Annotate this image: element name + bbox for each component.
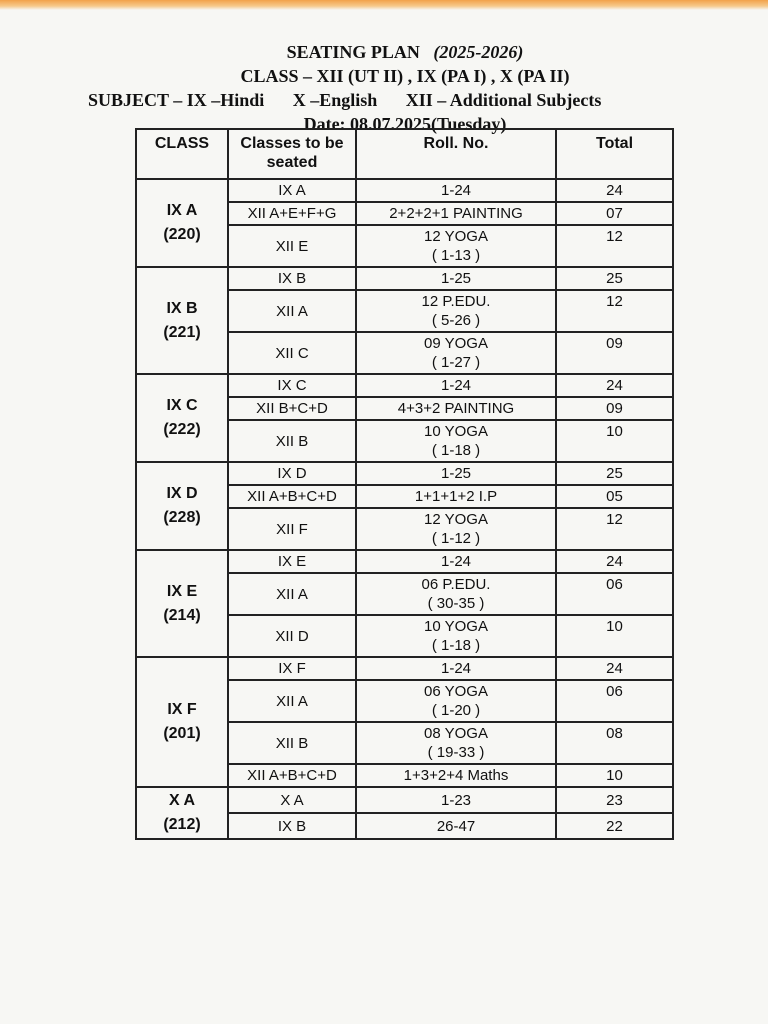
seated-class-cell: XII E xyxy=(228,225,356,267)
top-edge-strip xyxy=(0,0,768,10)
room-class: IX A xyxy=(166,202,198,219)
total-cell: 25 xyxy=(556,267,673,290)
roll-number-cell xyxy=(356,225,556,267)
table-row xyxy=(136,374,673,397)
total-cell: 09 xyxy=(556,332,673,374)
roll-primary: 06 P.EDU. xyxy=(421,576,491,593)
roll-number-cell xyxy=(356,420,556,462)
roll-number-cell xyxy=(356,397,556,420)
room-class: X A xyxy=(168,792,196,809)
total-cell: 23 xyxy=(556,787,673,813)
seated-class-cell: IX B xyxy=(228,813,356,839)
roll-range: ( 1-18 ) xyxy=(431,637,481,654)
seating-table xyxy=(135,128,674,840)
roll-primary: 1-25 xyxy=(440,465,472,482)
roll-range: ( 30-35 ) xyxy=(427,595,485,612)
roll-number-cell xyxy=(356,615,556,657)
roll-number-cell xyxy=(356,657,556,680)
seated-class-cell: XII A+E+F+G xyxy=(228,202,356,225)
table-row xyxy=(136,787,673,813)
seated-class-cell: IX B xyxy=(228,267,356,290)
room-number: (201) xyxy=(163,725,201,742)
room-number: (212) xyxy=(163,816,201,833)
seated-class-cell: XII A xyxy=(228,573,356,615)
class-line: CLASS – XII (UT II) , IX (PA I) , X (PA II) xyxy=(240,66,570,86)
seated-class-cell: IX E xyxy=(228,550,356,573)
roll-primary: 12 P.EDU. xyxy=(421,293,491,310)
column-header-total: Total xyxy=(556,129,673,179)
table-row xyxy=(136,267,673,290)
roll-primary: 10 YOGA xyxy=(424,618,488,635)
total-cell: 25 xyxy=(556,462,673,485)
roll-range: ( 1-20 ) xyxy=(431,702,481,719)
roll-primary: 12 YOGA xyxy=(424,228,488,245)
roll-number-cell xyxy=(356,787,556,813)
roll-primary: 1-24 xyxy=(440,660,472,677)
room-class: IX D xyxy=(166,485,198,502)
total-cell: 05 xyxy=(556,485,673,508)
total-cell: 06 xyxy=(556,573,673,615)
roll-primary: 1-24 xyxy=(440,553,472,570)
roll-primary: 1-25 xyxy=(440,270,472,287)
table-row xyxy=(136,462,673,485)
room-class: IX C xyxy=(166,397,198,414)
roll-number-cell xyxy=(356,374,556,397)
subject-ix: SUBJECT – IX –Hindi xyxy=(88,90,265,110)
table-body xyxy=(136,179,673,839)
roll-number-cell xyxy=(356,508,556,550)
column-header-roll: Roll. No. xyxy=(356,129,556,179)
room-class: IX B xyxy=(166,299,198,317)
roll-range: ( 1-13 ) xyxy=(431,247,481,264)
roll-number-cell xyxy=(356,290,556,332)
total-cell: 24 xyxy=(556,657,673,680)
seated-class-cell: IX A xyxy=(228,179,356,202)
seated-class-cell: X A xyxy=(228,787,356,813)
roll-primary: 08 YOGA xyxy=(424,725,488,742)
roll-primary: 1+3+2+4 Maths xyxy=(403,767,509,784)
room-number: (220) xyxy=(163,226,201,243)
seated-class-cell: IX D xyxy=(228,462,356,485)
roll-number-cell xyxy=(356,332,556,374)
seated-class-cell: XII D xyxy=(228,615,356,657)
subject-x: X –English xyxy=(292,90,378,110)
room-class: IX E xyxy=(166,582,198,600)
session-years: (2025-2026) xyxy=(433,42,524,62)
roll-primary: 1-23 xyxy=(440,791,472,809)
room-class: IX F xyxy=(167,701,197,718)
roll-number-cell xyxy=(356,179,556,202)
exam-room-cell xyxy=(136,462,228,550)
roll-primary: 2+2+2+1 PAINTING xyxy=(389,205,523,222)
total-cell: 12 xyxy=(556,290,673,332)
total-cell: 09 xyxy=(556,397,673,420)
table-row xyxy=(136,550,673,573)
roll-primary: 26-47 xyxy=(436,817,476,835)
exam-room-cell xyxy=(136,179,228,267)
roll-range: ( 1-18 ) xyxy=(431,442,481,459)
subject-xii: XII – Additional Subjects xyxy=(405,90,602,110)
roll-primary: 1+1+1+2 I.P xyxy=(414,488,498,505)
column-header-seated: Classes to be seated xyxy=(228,129,356,179)
total-cell: 12 xyxy=(556,508,673,550)
roll-number-cell xyxy=(356,764,556,787)
roll-primary: 1-24 xyxy=(440,377,472,394)
roll-primary: 12 YOGA xyxy=(424,511,488,528)
total-cell: 06 xyxy=(556,680,673,722)
roll-number-cell xyxy=(356,267,556,290)
seating-table-container xyxy=(135,128,672,840)
total-cell: 08 xyxy=(556,722,673,764)
roll-number-cell xyxy=(356,202,556,225)
roll-number-cell xyxy=(356,485,556,508)
seated-class-cell: XII A+B+C+D xyxy=(228,764,356,787)
column-header-class: CLASS xyxy=(136,129,228,179)
seated-class-cell: XII A xyxy=(228,680,356,722)
table-row xyxy=(136,179,673,202)
seated-class-cell: XII B xyxy=(228,420,356,462)
roll-primary: 1-24 xyxy=(440,182,472,199)
total-cell: 24 xyxy=(556,550,673,573)
total-cell: 07 xyxy=(556,202,673,225)
seated-class-cell: XII C xyxy=(228,332,356,374)
total-cell: 10 xyxy=(556,420,673,462)
roll-range: ( 1-12 ) xyxy=(431,530,481,547)
roll-primary: 06 YOGA xyxy=(424,683,488,700)
roll-number-cell xyxy=(356,462,556,485)
table-row xyxy=(136,657,673,680)
total-cell: 24 xyxy=(556,179,673,202)
table-header-row xyxy=(136,129,673,179)
total-cell: 12 xyxy=(556,225,673,267)
roll-number-cell xyxy=(356,722,556,764)
roll-number-cell xyxy=(356,680,556,722)
room-number: (214) xyxy=(163,606,201,624)
roll-range: ( 5-26 ) xyxy=(431,312,481,329)
seated-class-cell: XII B xyxy=(228,722,356,764)
room-number: (221) xyxy=(163,323,201,341)
seated-class-cell: IX C xyxy=(228,374,356,397)
title-line xyxy=(60,40,750,64)
total-cell: 24 xyxy=(556,374,673,397)
total-cell: 10 xyxy=(556,764,673,787)
roll-number-cell xyxy=(356,573,556,615)
seated-class-cell: XII A xyxy=(228,290,356,332)
total-cell: 10 xyxy=(556,615,673,657)
seated-class-cell: XII F xyxy=(228,508,356,550)
roll-number-cell xyxy=(356,550,556,573)
roll-range: ( 1-27 ) xyxy=(431,354,481,371)
roll-number-cell xyxy=(356,813,556,839)
room-number: (228) xyxy=(163,509,201,526)
exam-room-cell xyxy=(136,267,228,374)
subject-line xyxy=(60,88,750,112)
exam-room-cell xyxy=(136,787,228,839)
exam-room-cell xyxy=(136,550,228,657)
total-cell: 22 xyxy=(556,813,673,839)
seated-class-cell: IX F xyxy=(228,657,356,680)
seated-class-cell: XII B+C+D xyxy=(228,397,356,420)
exam-room-cell xyxy=(136,374,228,462)
room-number: (222) xyxy=(163,421,201,438)
roll-primary: 10 YOGA xyxy=(424,423,488,440)
roll-primary: 4+3+2 PAINTING xyxy=(397,400,515,417)
date-line: Date: 08.07.2025(Tuesday) xyxy=(303,114,507,134)
document-header xyxy=(60,40,750,136)
page-title: SEATING PLAN xyxy=(286,42,420,62)
roll-range: ( 19-33 ) xyxy=(427,744,485,761)
exam-room-cell xyxy=(136,657,228,787)
roll-primary: 09 YOGA xyxy=(424,335,488,352)
seated-class-cell: XII A+B+C+D xyxy=(228,485,356,508)
